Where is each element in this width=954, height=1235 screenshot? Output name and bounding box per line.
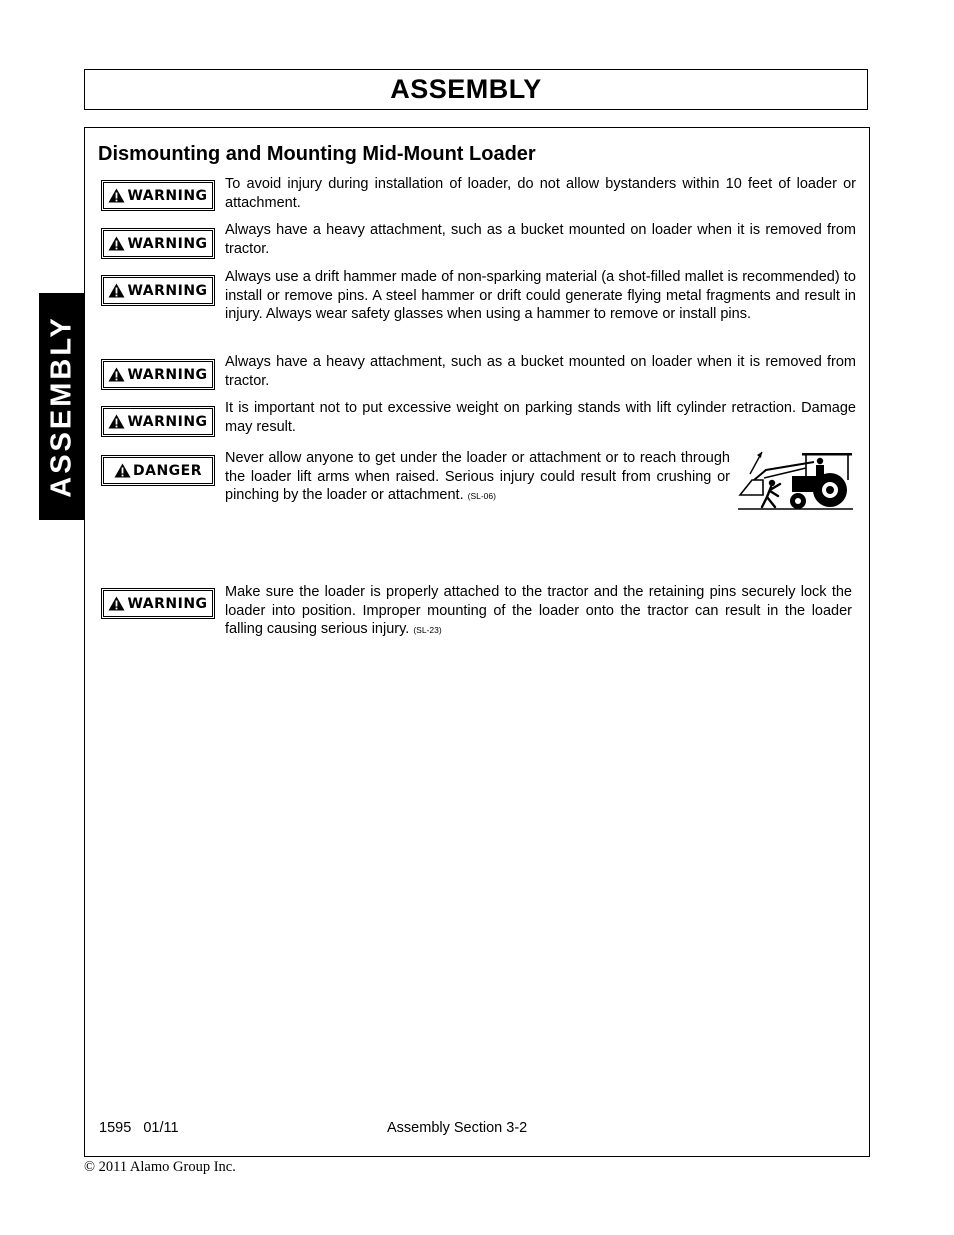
warning-badge — [101, 406, 215, 437]
notice-code: (SL-23) — [413, 625, 442, 636]
danger-badge — [101, 455, 215, 486]
notice-message: To avoid injury during installation of loader, do not allow bystanders within 10 feet of loader or attachment. — [225, 176, 856, 211]
badge-label: WARNING — [127, 366, 208, 383]
document-number: 1595 01/11 — [99, 1120, 179, 1136]
section-heading: Dismounting and Mounting Mid-Mount Loader — [98, 143, 536, 165]
page-header — [84, 69, 868, 110]
notice-text — [225, 175, 856, 212]
badge-label: DANGER — [132, 462, 202, 479]
notice-text — [225, 583, 852, 640]
warning-badge — [101, 588, 215, 619]
notice-message: Always have a heavy attachment, such as a bucket mounted on loader when it is removed from tractor. — [225, 354, 856, 389]
badge-label: WARNING — [127, 235, 208, 252]
badge-label: WARNING — [127, 187, 208, 204]
notice-message: Always use a drift hammer made of non-sparking material (a shot-filled mallet is recommended) to install or remove pins. A steel hammer or drift could generate flying metal fragments and result in injury. Always wear safety glasses when using a hammer to remove or install pins. — [225, 269, 856, 323]
warning-badge — [101, 180, 215, 211]
notice-text — [225, 353, 856, 390]
badge-label: WARNING — [127, 282, 208, 299]
notice-message: Never allow anyone to get under the loader or attachment or to reach through the loader lift arms when raised. Serious injury could result from crushing or pinching by the loader or attachment. — [225, 450, 730, 504]
warning-triangle-icon — [108, 188, 125, 203]
loader-crush-hazard-icon — [736, 450, 854, 512]
page-title: ASSEMBLY — [390, 74, 542, 104]
warning-triangle-icon — [108, 414, 125, 429]
warning-triangle-icon — [108, 283, 125, 298]
notice-text — [225, 221, 856, 258]
notice-text — [225, 399, 856, 436]
warning-badge — [101, 275, 215, 306]
section-page-label: Assembly Section 3-2 — [387, 1120, 528, 1136]
notice-message: Always have a heavy attachment, such as a bucket mounted on loader when it is removed from tractor. — [225, 222, 856, 257]
badge-label: WARNING — [127, 595, 208, 612]
warning-triangle-icon — [114, 463, 131, 478]
badge-label: WARNING — [127, 413, 208, 430]
warning-triangle-icon — [108, 367, 125, 382]
notice-code: (SL-06) — [467, 491, 496, 502]
warning-triangle-icon — [108, 236, 125, 251]
notice-text — [225, 449, 730, 506]
warning-badge — [101, 228, 215, 259]
copyright-notice: © 2011 Alamo Group Inc. — [84, 1159, 236, 1175]
warning-triangle-icon — [108, 596, 125, 611]
notice-text — [225, 268, 856, 324]
side-tab-label: ASSEMBLY — [45, 315, 78, 498]
notice-message: Make sure the loader is properly attached to the tractor and the retaining pins securely lock the loader into position. Improper mounting of the loader onto the tractor can result in the loader falling causing serious injury. — [225, 584, 852, 638]
notice-message: It is important not to put excessive weight on parking stands with lift cylinder retraction. Damage may result. — [225, 400, 856, 435]
warning-badge — [101, 359, 215, 390]
section-side-tab — [39, 293, 85, 520]
